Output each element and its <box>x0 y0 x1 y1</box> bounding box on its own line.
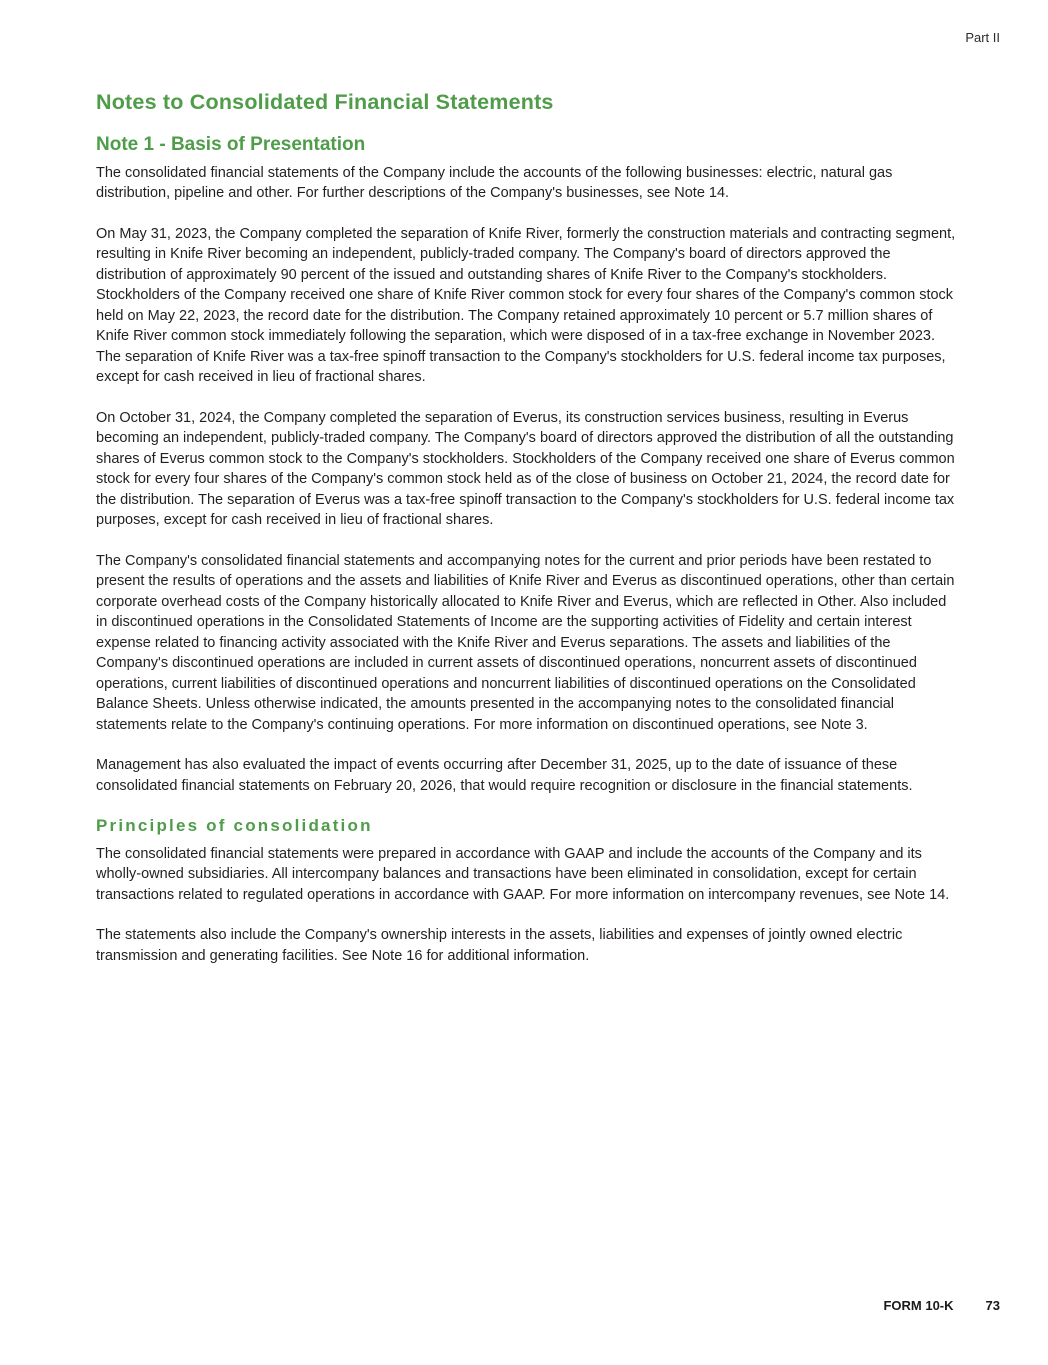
page-number: 73 <box>985 1298 1000 1313</box>
note1-paragraph-5: Management has also evaluated the impact of events occurring after December 31, 2025, up to the date of issuance of these consolidated financial statements on February 20, 2026, that would require recognition or disclosure in the financial statements. <box>96 757 913 794</box>
document-content <box>96 90 958 986</box>
form-label: FORM 10-K <box>883 1298 954 1313</box>
principles-heading: Principles of consolidation <box>96 816 373 836</box>
note1-paragraph-1: The consolidated financial statements of the Company include the accounts of the following businesses: electric, natural gas distribution, pipeline and other. For further descriptions of the Company's businesses, see Note 14. <box>96 164 893 202</box>
note1-heading: Note 1 - Basis of Presentation <box>96 133 366 155</box>
document-title: Notes to Consolidated Financial Statements <box>96 90 554 114</box>
principles-paragraph-1: The consolidated financial statements were prepared in accordance with GAAP and include the accounts of the Company and its wholly-owned subsidiaries. All intercompany balances and transactions have been eliminated in consolidation, except for certain transactions related to regulated operations in accordance with GAAP. For more information on intercompany revenues, see Note 14. <box>96 845 950 903</box>
principles-paragraph-2: The statements also include the Company's ownership interests in the assets, liabilities and expenses of jointly owned electric transmission and generating facilities. See Note 16 for additional information. <box>96 927 903 964</box>
note1-paragraph-3: On October 31, 2024, the Company completed the separation of Everus, its construction services business, resulting in Everus becoming an independent, publicly-traded company. The Company's board of directors approved the distribution of all the outstanding shares of Everus common stock to the Company's stockholders. Stockholders of the Company received one share of Everus common stock for every four shares of the Company's common stock held as of the close of business on October 21, 2024, the record date for the distribution. The separation of Everus was a tax-free spinoff transaction to the Company's stockholders for U.S. federal income tax purposes, except for cash received in lieu of fractional shares. <box>96 409 955 529</box>
page-footer <box>883 1298 1000 1313</box>
note1-paragraph-2: On May 31, 2023, the Company completed the separation of Knife River, formerly the construction materials and contracting segment, resulting in Knife River becoming an independent, publicly-traded company. The Company's board of directors approved the distribution of approximately 90 percent of the issued and outstanding shares of Knife River to the Company's stockholders. Stockholders of the Company received one share of Knife River common stock for every four shares of the Company's common stock held on May 22, 2023, the record date for the distribution. The Company retained approximately 10 percent or 5.7 million shares of Knife River common stock immediately following the separation, which were disposed of in a tax-free exchange in November 2023. The separation of Knife River was a tax-free spinoff transaction to the Company's stockholders for U.S. federal income tax purposes, except for cash received in lieu of fractional shares. <box>96 225 956 386</box>
part-label: Part II <box>965 30 1000 45</box>
note1-paragraph-4: The Company's consolidated financial statements and accompanying notes for the current and prior periods have been restated to present the results of operations and the assets and liabilities of Knife River and Everus as discontinued operations, other than certain corporate overhead costs of the Company historically allocated to Knife River and Everus, which are reflected in Other. Also included in discontinued operations in the Consolidated Statements of Income are the supporting activities of Fidelity and certain interest expense related to financing activity associated with the Knife River and Everus separations. The assets and liabilities of the Company's discontinued operations are included in current assets of discontinued operations, noncurrent assets of discontinued operations, current liabilities of discontinued operations and noncurrent liabilities of discontinued operations on the Consolidated Balance Sheets. Unless otherwise indicated, the amounts presented in the accompanying notes to the consolidated financial statements relate to the Company's continuing operations. For more information on discontinued operations, see Note 3. <box>96 552 955 733</box>
